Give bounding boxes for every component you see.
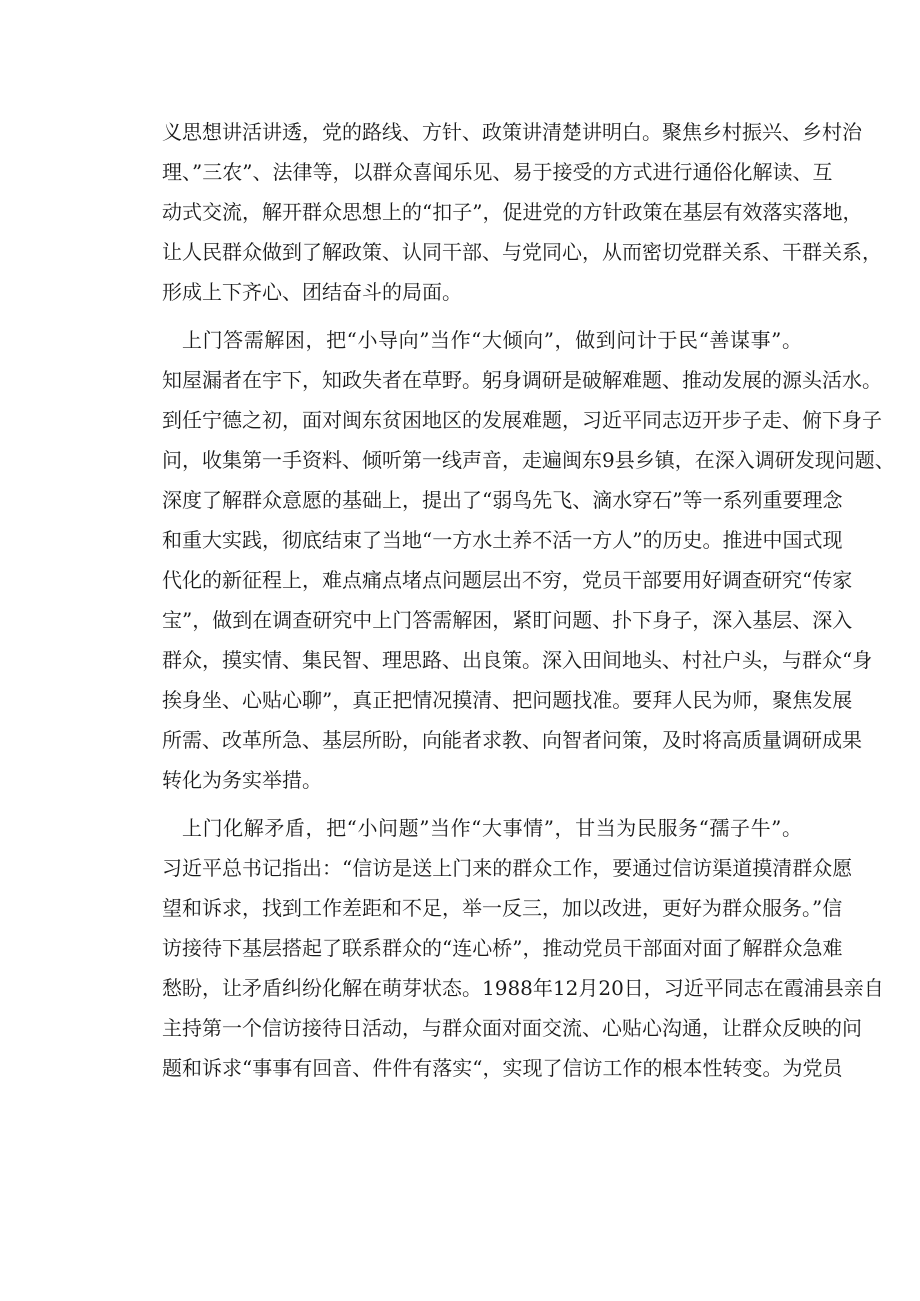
text-line: 动式交流，解开群众思想上的“扣子”，促进党的方针政策在基层有效落实落地， [162, 200, 863, 224]
text-line: 上门答需解困，把“小导向”当作“大倾向”，做到问计于民“善谋事”。 [182, 328, 802, 352]
text-line: 所需、改革所急、基层所盼，向能者求教、向智者问策，及时将高质量调研成果 [162, 728, 862, 752]
text-line: 和重大实践，彻底结束了当地“一方水土养不活一方人”的历史。推进中国式现 [162, 528, 843, 552]
text-line: 群众，摸实情、集民智、理思路、出良策。深入田间地头、村社户头，与群众“身 [162, 648, 873, 672]
text-line: 转化为务实举措。 [162, 768, 322, 792]
text-line: 访接待下基层搭起了联系群众的“连心桥”，推动党员干部面对面了解群众急难 [162, 936, 843, 960]
body-text [162, 112, 895, 1088]
text-line: 到任宁德之初，面对闽东贫困地区的发展难题，习近平同志迈开步子走、俯下身子 [162, 408, 882, 432]
paragraph [162, 112, 882, 312]
text-line: 让人民群众做到了解政策、认同干部、与党同心，从而密切党群关系、干群关系， [162, 240, 882, 264]
text-line: 题和诉求“事事有回音、件件有落实“，实现了信访工作的根本性转变。为党员 [162, 1056, 843, 1080]
text-line: 宝”，做到在调查研究中上门答需解困，紧盯问题、扑下身子，深入基层、深入 [162, 608, 853, 632]
text-line: 挨身坐、心贴心聊”，真正把情况摸清、把问题找准。要拜人民为师，聚焦发展 [162, 688, 853, 712]
paragraph [162, 320, 895, 800]
text-line: 义思想讲活讲透，党的路线、方针、政策讲清楚讲明白。聚焦乡村振兴、乡村治 [162, 120, 862, 144]
text-line: 上门化解矛盾，把“小问题”当作“大事情”，甘当为民服务“孺子牛”。 [182, 816, 802, 840]
paragraph [162, 808, 884, 1088]
text-line: 习近平总书记指出：“信访是送上门来的群众工作，要通过信访渠道摸清群众愿 [162, 856, 853, 880]
paragraph-gap [162, 800, 802, 808]
text-line: 望和诉求，找到工作差距和不足，举一反三，加以改进，更好为群众服务。”信 [162, 896, 843, 920]
text-line: 理、”三农”、法律等，以群众喜闻乐见、易于接受的方式进行通俗化解读、互 [162, 160, 833, 184]
text-line: 主持第一个信访接待日活动，与群众面对面交流、心贴心沟通，让群众反映的问 [162, 1016, 862, 1040]
text-line: 知屋漏者在宇下，知政失者在草野。躬身调研是破解难题、推动发展的源头活水。 [162, 368, 882, 392]
paragraph-gap [162, 312, 802, 320]
text-line: 深度了解群众意愿的基础上，提出了“弱鸟先飞、滴水穿石”等一系列重要理念 [162, 488, 843, 512]
text-line: 愁盼，让矛盾纠纷化解在萌芽状态。1988年12月20日，习近平同志在霞浦县亲自 [162, 976, 884, 1000]
text-line: 形成上下齐心、团结奋斗的局面。 [162, 280, 462, 304]
text-line: 代化的新征程上，难点痛点堵点问题层出不穷，党员干部要用好调查研究“传家 [162, 568, 853, 592]
text-line: 问，收集第一手资料、倾听第一线声音，走遍闽东9县乡镇，在深入调研发现问题、 [162, 448, 895, 472]
